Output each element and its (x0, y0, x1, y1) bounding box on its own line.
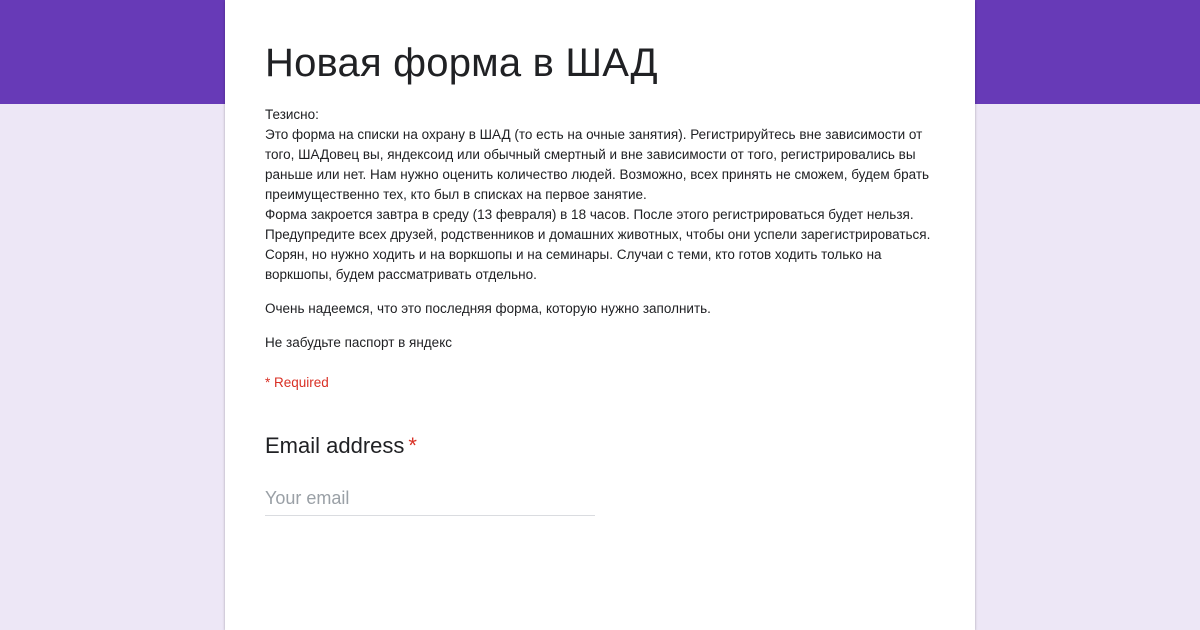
email-input[interactable] (265, 484, 595, 516)
required-asterisk: * (408, 433, 417, 458)
required-note: * Required (265, 375, 329, 390)
email-question-label: Email address (265, 433, 405, 458)
description-paragraph-hope: Очень надеемся, что это последняя форма, которую нужно заполнить. (265, 301, 711, 316)
description-paragraph-passport: Не забудьте паспорт в яндекс (265, 335, 453, 350)
form-description (265, 105, 935, 353)
description-paragraph-main: Тезисно: Это форма на списки на охрану в ШАД (то есть на очные занятия). Регистрируйтесь вне зависимости от того, ШАДовец вы, яндексоид или обычный смертный и вне зависимости от того, регистрировались вы раньше или нет. Нам нужно оценить количество людей. Возможно, всех принять не сможем, будем брать преимущественно тех, кто был в списках на первое занятие. Форма закроется завтра в среду (13 февраля) в 18 часов. После этого регистрироваться будет нельзя. Предупредите всех друзей, родственников и домашних животных, чтобы они успели зарегистрироваться. Сорян, но нужно ходить и на воркшопы и на семинары. Случаи с теми, кто готов ходить только на воркшопы, будем рассматривать отдельно. (265, 107, 931, 282)
form-title: Новая форма в ШАД (265, 41, 658, 85)
email-question-title (265, 432, 935, 460)
form-card (225, 0, 975, 630)
